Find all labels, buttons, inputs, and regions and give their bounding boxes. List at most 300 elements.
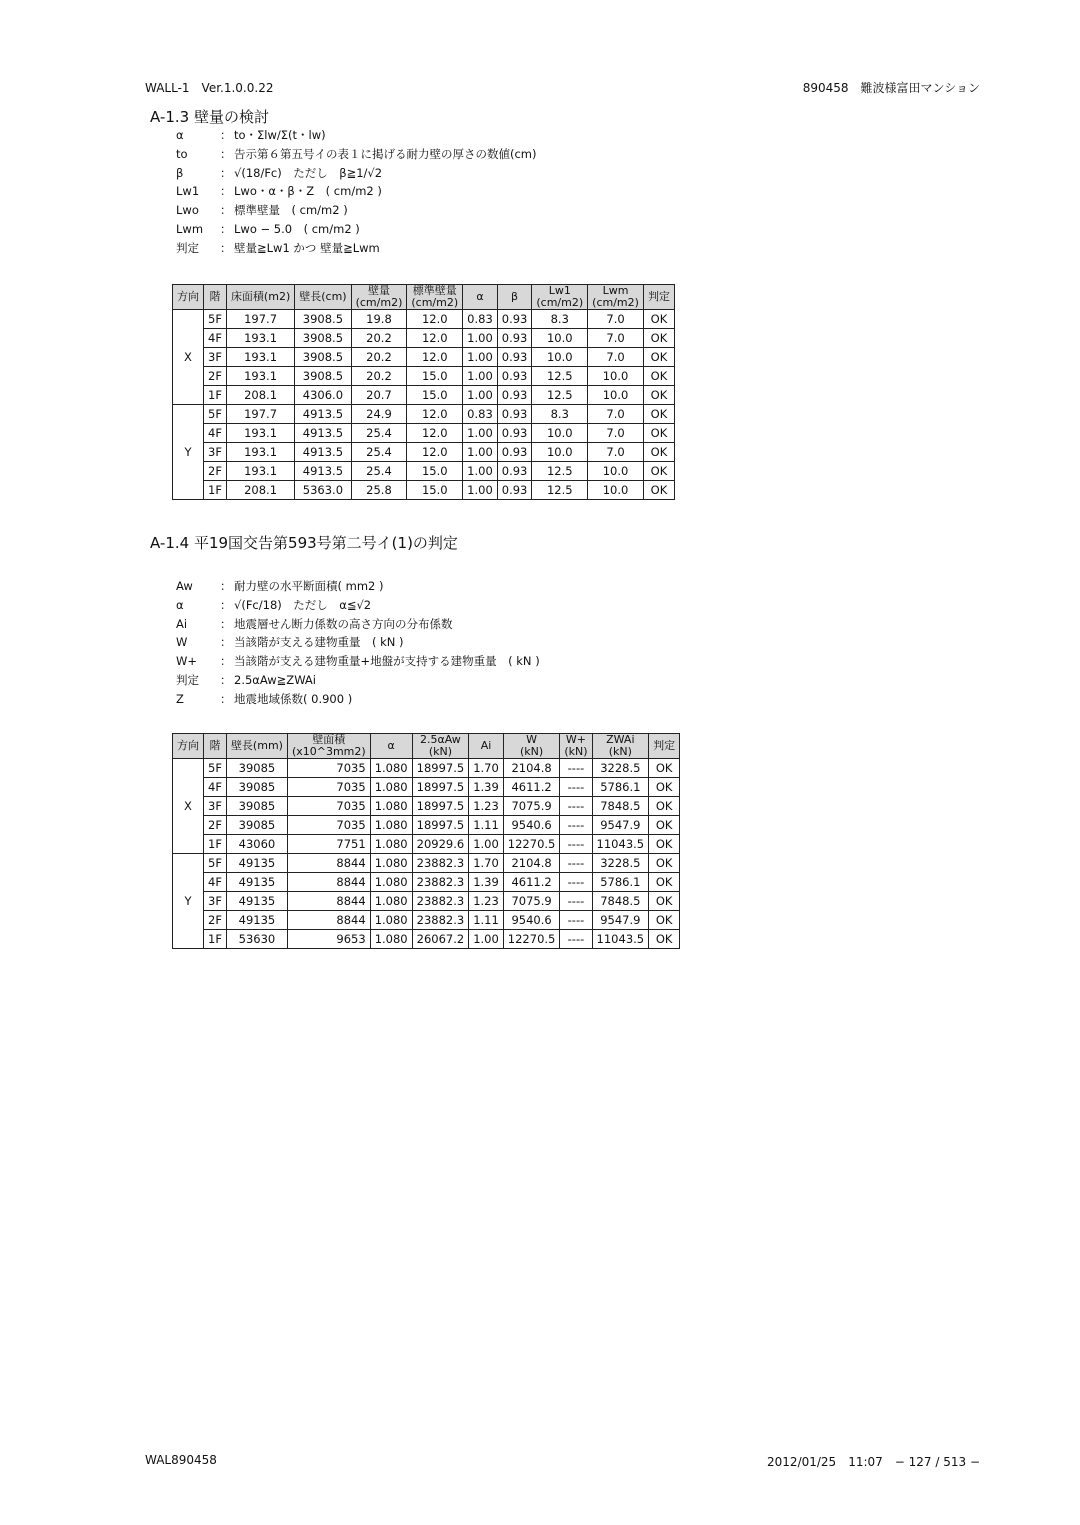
table-cell: 23882.3 xyxy=(412,873,469,892)
definition-text: 壁量≧Lw1 かつ 壁量≧Lwm xyxy=(234,240,380,255)
footer-date-page: 2012/01/25 11:07 − 127 / 513 − xyxy=(767,1455,980,1469)
definition-text: to・Σlw/Σ(t・lw) xyxy=(234,128,326,142)
table-cell: 5786.1 xyxy=(592,778,649,797)
table-cell: 1.00 xyxy=(463,481,498,500)
table-cell: OK xyxy=(643,481,674,500)
table-cell: 53630 xyxy=(226,930,287,949)
table-cell: 1.080 xyxy=(370,892,412,911)
table-cell: 20.7 xyxy=(351,386,407,405)
header-program-version: WALL-1 Ver.1.0.0.22 xyxy=(145,81,274,95)
table-cell: 3F xyxy=(204,797,227,816)
table-cell: 0.83 xyxy=(463,405,498,424)
table-cell: 1.39 xyxy=(469,778,504,797)
table-cell: 1.080 xyxy=(370,930,412,949)
shear-wall-check-table xyxy=(172,733,680,949)
table-cell: 49135 xyxy=(226,892,287,911)
table-cell: 197.7 xyxy=(226,310,294,329)
table-cell: 8.3 xyxy=(532,310,588,329)
table-cell: 15.0 xyxy=(407,462,463,481)
table-cell: 3908.5 xyxy=(295,329,351,348)
table-header-row xyxy=(173,285,675,310)
table-cell: 1.080 xyxy=(370,816,412,835)
direction-cell: X xyxy=(173,310,204,405)
table-cell: ---- xyxy=(560,930,592,949)
table-cell: OK xyxy=(643,367,674,386)
definition-separator: ： xyxy=(220,616,232,631)
table-cell: 12.0 xyxy=(407,310,463,329)
definition-text: 地震層せん断力係数の高さ方向の分布係数 xyxy=(234,616,453,631)
table-cell: 15.0 xyxy=(407,367,463,386)
column-header: Lwm (cm/m2) xyxy=(588,285,644,310)
table-cell: OK xyxy=(649,930,680,949)
table-cell: 23882.3 xyxy=(412,854,469,873)
table-cell: OK xyxy=(649,816,680,835)
table-cell: 3F xyxy=(204,443,227,462)
table-cell: 9540.6 xyxy=(503,911,560,930)
table-cell: 3908.5 xyxy=(295,367,351,386)
table-cell: 49135 xyxy=(226,854,287,873)
table-cell: 7.0 xyxy=(588,443,644,462)
table-cell: 0.93 xyxy=(497,481,532,500)
table-cell: 0.93 xyxy=(497,443,532,462)
definition-separator: ： xyxy=(220,635,232,650)
table-cell: 39085 xyxy=(226,778,287,797)
table-cell: 4611.2 xyxy=(503,873,560,892)
table-cell: 2F xyxy=(204,462,227,481)
table-cell: 23882.3 xyxy=(412,911,469,930)
table-cell: 11043.5 xyxy=(592,835,649,854)
table-cell: 7.0 xyxy=(588,348,644,367)
table-cell: OK xyxy=(649,892,680,911)
table-cell: 2F xyxy=(204,816,227,835)
definition-term: Z xyxy=(176,691,184,706)
table-cell: ---- xyxy=(560,816,592,835)
table-cell: 4F xyxy=(204,329,227,348)
table-cell: 49135 xyxy=(226,911,287,930)
table-cell: 4913.5 xyxy=(295,443,351,462)
table-cell: 15.0 xyxy=(407,386,463,405)
table-cell: ---- xyxy=(560,892,592,911)
table-cell: 1.23 xyxy=(469,797,504,816)
table-cell: 7.0 xyxy=(588,310,644,329)
table-cell: 25.4 xyxy=(351,424,407,443)
table-cell: 39085 xyxy=(226,797,287,816)
table-cell: 20.2 xyxy=(351,367,407,386)
table-cell: OK xyxy=(649,911,680,930)
table-cell: 12.0 xyxy=(407,424,463,443)
table-cell: 7035 xyxy=(287,778,370,797)
table-cell: 1.080 xyxy=(370,911,412,930)
table-cell: 2104.8 xyxy=(503,854,560,873)
table-cell: 1F xyxy=(204,835,227,854)
table-cell: 12.5 xyxy=(532,462,588,481)
table-cell: 4611.2 xyxy=(503,778,560,797)
table-row xyxy=(173,386,675,405)
table-cell: 3908.5 xyxy=(295,348,351,367)
table-cell: 7035 xyxy=(287,816,370,835)
definition-text: Lwo − 5.0 ( cm/m2 ) xyxy=(234,221,360,236)
table-row xyxy=(173,367,675,386)
table-cell: 1.080 xyxy=(370,797,412,816)
table-cell: 18997.5 xyxy=(412,778,469,797)
table-row xyxy=(173,405,675,424)
table-cell: 5F xyxy=(204,854,227,873)
definition-term: Lwo xyxy=(176,203,199,218)
table-cell: 193.1 xyxy=(226,329,294,348)
definition-row xyxy=(176,577,540,596)
table-row xyxy=(173,424,675,443)
table-cell: 5F xyxy=(204,759,227,778)
definition-term: β xyxy=(176,165,184,180)
definition-term: 判定 xyxy=(176,240,199,255)
table-cell: 1.00 xyxy=(463,424,498,443)
table-cell: 4F xyxy=(204,778,227,797)
column-header: 階 xyxy=(204,734,227,759)
table-cell: 12270.5 xyxy=(503,835,560,854)
section-title-wall-quantity: A-1.3 壁量の検討 xyxy=(150,108,269,126)
table-cell: 43060 xyxy=(226,835,287,854)
definition-separator: ： xyxy=(220,579,232,593)
definition-row xyxy=(176,690,540,709)
definition-row xyxy=(176,652,540,671)
definition-row xyxy=(176,201,537,220)
table-row xyxy=(173,816,680,835)
table-cell: 26067.2 xyxy=(412,930,469,949)
definition-text: 当該階が支える建物重量+地盤が支持する建物重量 ( kN ) xyxy=(234,654,540,669)
table-cell: 12.5 xyxy=(532,386,588,405)
column-header: ZWAi (kN) xyxy=(592,734,649,759)
column-header: 階 xyxy=(204,285,227,310)
table-cell: ---- xyxy=(560,854,592,873)
definition-separator: ： xyxy=(220,146,232,161)
column-header: 判定 xyxy=(643,285,674,310)
table-cell: 7035 xyxy=(287,797,370,816)
table-cell: 1.00 xyxy=(469,930,504,949)
table-cell: 0.93 xyxy=(497,386,532,405)
table-cell: 1.00 xyxy=(463,348,498,367)
table-row xyxy=(173,329,675,348)
direction-cell: X xyxy=(173,759,204,854)
table-cell: 1.080 xyxy=(370,835,412,854)
table-row xyxy=(173,911,680,930)
table-cell: 1.00 xyxy=(463,386,498,405)
definition-row xyxy=(176,220,537,239)
definition-row xyxy=(176,164,537,183)
definition-term: α xyxy=(176,597,184,612)
table-cell: 1.080 xyxy=(370,759,412,778)
table-cell: 9547.9 xyxy=(592,816,649,835)
table-cell: 8844 xyxy=(287,873,370,892)
table-cell: 19.8 xyxy=(351,310,407,329)
table-cell: 1.70 xyxy=(469,854,504,873)
definition-text: 告示第６第五号イの表１に掲げる耐力壁の厚さの数値(cm) xyxy=(234,146,537,161)
column-header: Lw1 (cm/m2) xyxy=(532,285,588,310)
table-cell: 1.00 xyxy=(463,329,498,348)
column-header: 標準壁量 (cm/m2) xyxy=(407,285,463,310)
table-cell: 10.0 xyxy=(532,424,588,443)
table-cell: 10.0 xyxy=(588,481,644,500)
table-cell: 1.23 xyxy=(469,892,504,911)
column-header: 床面積(m2) xyxy=(226,285,294,310)
column-header: 方向 xyxy=(173,285,204,310)
definition-row xyxy=(176,145,537,164)
definition-text: 標準壁量 ( cm/m2 ) xyxy=(234,203,348,218)
definitions-list-wall-quantity xyxy=(176,126,537,258)
definition-row xyxy=(176,239,537,258)
definition-term: Aw xyxy=(176,579,193,593)
column-header: α xyxy=(370,734,412,759)
definition-term: Ai xyxy=(176,616,188,631)
column-header: W+ (kN) xyxy=(560,734,592,759)
definition-term: α xyxy=(176,128,184,142)
definition-separator: ： xyxy=(220,672,232,687)
table-cell: 193.1 xyxy=(226,367,294,386)
table-cell: 5786.1 xyxy=(592,873,649,892)
table-cell: 3F xyxy=(204,348,227,367)
table-cell: 7075.9 xyxy=(503,892,560,911)
definition-term: to xyxy=(176,146,188,161)
table-header-row xyxy=(173,734,680,759)
definition-text: 2.5αAw≧ZWAi xyxy=(234,672,316,687)
definition-row xyxy=(176,615,540,634)
table-cell: 10.0 xyxy=(532,443,588,462)
table-cell: 12.0 xyxy=(407,329,463,348)
table-cell: ---- xyxy=(560,759,592,778)
direction-cell: Y xyxy=(173,405,204,500)
table-row xyxy=(173,892,680,911)
definition-term: Lwm xyxy=(176,221,204,236)
table-cell: 7751 xyxy=(287,835,370,854)
column-header: 壁量 (cm/m2) xyxy=(351,285,407,310)
table-cell: 1F xyxy=(204,481,227,500)
table-cell: 197.7 xyxy=(226,405,294,424)
table-cell: OK xyxy=(649,778,680,797)
table-cell: 1.080 xyxy=(370,873,412,892)
table-cell: 20.2 xyxy=(351,348,407,367)
table-cell: 8.3 xyxy=(532,405,588,424)
footer-file-id: WAL890458 xyxy=(145,1453,217,1467)
table-cell: 0.93 xyxy=(497,348,532,367)
table-cell: 193.1 xyxy=(226,348,294,367)
table-cell: OK xyxy=(649,873,680,892)
definition-term: Lw1 xyxy=(176,184,200,199)
table-cell: 8844 xyxy=(287,854,370,873)
table-cell: 193.1 xyxy=(226,462,294,481)
column-header: 判定 xyxy=(649,734,680,759)
table-cell: 1.00 xyxy=(463,443,498,462)
table-cell: 1.00 xyxy=(463,367,498,386)
definition-separator: ： xyxy=(220,691,232,706)
table-cell: 24.9 xyxy=(351,405,407,424)
table-cell: 15.0 xyxy=(407,481,463,500)
column-header: β xyxy=(497,285,532,310)
definition-row xyxy=(176,671,540,690)
table-cell: 25.4 xyxy=(351,443,407,462)
column-header: W (kN) xyxy=(503,734,560,759)
table-cell: OK xyxy=(643,462,674,481)
column-header: 壁長(cm) xyxy=(295,285,351,310)
table-cell: 3228.5 xyxy=(592,854,649,873)
table-cell: 1.080 xyxy=(370,778,412,797)
header-project-name: 890458 難波様富田マンション xyxy=(802,81,980,95)
definition-text: √(Fc/18) ただし α≦√2 xyxy=(234,597,372,612)
table-row xyxy=(173,797,680,816)
table-cell: 208.1 xyxy=(226,386,294,405)
table-cell: OK xyxy=(649,797,680,816)
table-cell: OK xyxy=(643,348,674,367)
table-cell: 49135 xyxy=(226,873,287,892)
table-cell: 1F xyxy=(204,386,227,405)
table-row xyxy=(173,835,680,854)
table-cell: 20929.6 xyxy=(412,835,469,854)
table-cell: 11043.5 xyxy=(592,930,649,949)
table-cell: 39085 xyxy=(226,759,287,778)
table-cell: 12.5 xyxy=(532,481,588,500)
table-cell: 2F xyxy=(204,367,227,386)
definition-row xyxy=(176,596,540,615)
table-cell: 7.0 xyxy=(588,424,644,443)
definition-text: 耐力壁の水平断面積( mm2 ) xyxy=(234,579,384,593)
table-cell: 0.93 xyxy=(497,424,532,443)
table-cell: 4306.0 xyxy=(295,386,351,405)
definition-term: W+ xyxy=(176,654,198,669)
table-cell: OK xyxy=(643,310,674,329)
table-cell: 5363.0 xyxy=(295,481,351,500)
table-cell: 1.11 xyxy=(469,911,504,930)
wall-quantity-table xyxy=(172,284,675,500)
table-cell: 18997.5 xyxy=(412,759,469,778)
table-cell: 0.93 xyxy=(497,329,532,348)
definition-text: Lwo・α・β・Z ( cm/m2 ) xyxy=(234,184,382,199)
table-cell: 8844 xyxy=(287,892,370,911)
table-cell: 1.00 xyxy=(463,462,498,481)
table-cell: 193.1 xyxy=(226,424,294,443)
table-cell: OK xyxy=(649,759,680,778)
table-cell: 12.5 xyxy=(532,367,588,386)
table-cell: 7075.9 xyxy=(503,797,560,816)
table-cell: 9540.6 xyxy=(503,816,560,835)
definition-separator: ： xyxy=(220,654,232,669)
table-cell: OK xyxy=(643,405,674,424)
table-cell: 12.0 xyxy=(407,405,463,424)
table-cell: 3F xyxy=(204,892,227,911)
table-cell: OK xyxy=(643,329,674,348)
table-cell: 1.080 xyxy=(370,854,412,873)
table-cell: 1.70 xyxy=(469,759,504,778)
table-cell: 10.0 xyxy=(532,329,588,348)
table-cell: ---- xyxy=(560,835,592,854)
table-row xyxy=(173,443,675,462)
table-cell: ---- xyxy=(560,778,592,797)
table-cell: 193.1 xyxy=(226,443,294,462)
definition-separator: ： xyxy=(220,203,232,218)
table-cell: 1F xyxy=(204,930,227,949)
table-cell: OK xyxy=(649,854,680,873)
column-header: 方向 xyxy=(173,734,204,759)
table-row xyxy=(173,759,680,778)
definition-text: √(18/Fc) ただし β≧1/√2 xyxy=(234,165,383,180)
table-cell: 9653 xyxy=(287,930,370,949)
table-cell: OK xyxy=(643,443,674,462)
definition-row xyxy=(176,633,540,652)
table-row xyxy=(173,873,680,892)
table-cell: 0.93 xyxy=(497,462,532,481)
table-cell: 23882.3 xyxy=(412,892,469,911)
table-cell: 12.0 xyxy=(407,443,463,462)
table-cell: ---- xyxy=(560,797,592,816)
column-header: α xyxy=(463,285,498,310)
table-cell: 4F xyxy=(204,424,227,443)
definition-separator: ： xyxy=(220,221,232,236)
table-cell: 3228.5 xyxy=(592,759,649,778)
table-row xyxy=(173,778,680,797)
table-cell: 4F xyxy=(204,873,227,892)
direction-cell: Y xyxy=(173,854,204,949)
definition-separator: ： xyxy=(220,165,232,180)
table-cell: 0.93 xyxy=(497,310,532,329)
table-cell: 10.0 xyxy=(588,367,644,386)
table-cell: 12270.5 xyxy=(503,930,560,949)
table-cell: 7035 xyxy=(287,759,370,778)
table-cell: 25.8 xyxy=(351,481,407,500)
table-row xyxy=(173,462,675,481)
column-header: 壁長(mm) xyxy=(226,734,287,759)
table-cell: 10.0 xyxy=(532,348,588,367)
table-cell: 1.39 xyxy=(469,873,504,892)
table-cell: 18997.5 xyxy=(412,797,469,816)
table-cell: 2F xyxy=(204,911,227,930)
definition-row xyxy=(176,126,537,145)
table-row xyxy=(173,854,680,873)
table-cell: 25.4 xyxy=(351,462,407,481)
table-cell: 10.0 xyxy=(588,386,644,405)
table-cell: 7848.5 xyxy=(592,797,649,816)
definition-separator: ： xyxy=(220,184,232,199)
table-cell: 1.00 xyxy=(469,835,504,854)
table-cell: 0.83 xyxy=(463,310,498,329)
table-cell: 5F xyxy=(204,310,227,329)
table-cell: 8844 xyxy=(287,911,370,930)
table-cell: 18997.5 xyxy=(412,816,469,835)
table-cell: 20.2 xyxy=(351,329,407,348)
definition-text: 当該階が支える建物重量 ( kN ) xyxy=(234,635,404,650)
table-cell: OK xyxy=(649,835,680,854)
table-cell: ---- xyxy=(560,873,592,892)
table-cell: 0.93 xyxy=(497,367,532,386)
definition-term: 判定 xyxy=(176,672,199,687)
table-cell: OK xyxy=(643,386,674,405)
table-cell: 7.0 xyxy=(588,405,644,424)
definition-row xyxy=(176,182,537,201)
table-row xyxy=(173,310,675,329)
definition-text: 地震地域係数( 0.900 ) xyxy=(234,691,353,706)
table-row xyxy=(173,481,675,500)
column-header: 壁面積 (x10^3mm2) xyxy=(287,734,370,759)
table-cell: 39085 xyxy=(226,816,287,835)
table-cell: 3908.5 xyxy=(295,310,351,329)
table-cell: 1.11 xyxy=(469,816,504,835)
section-title-notice-593: A-1.4 平19国交告第593号第二号イ(1)の判定 xyxy=(150,534,458,552)
table-cell: 4913.5 xyxy=(295,424,351,443)
table-cell: 208.1 xyxy=(226,481,294,500)
table-cell: OK xyxy=(643,424,674,443)
table-cell: 5F xyxy=(204,405,227,424)
definitions-list-notice-593 xyxy=(176,577,540,709)
definition-separator: ： xyxy=(220,597,232,612)
table-cell: 12.0 xyxy=(407,348,463,367)
table-cell: 0.93 xyxy=(497,405,532,424)
table-cell: ---- xyxy=(560,911,592,930)
